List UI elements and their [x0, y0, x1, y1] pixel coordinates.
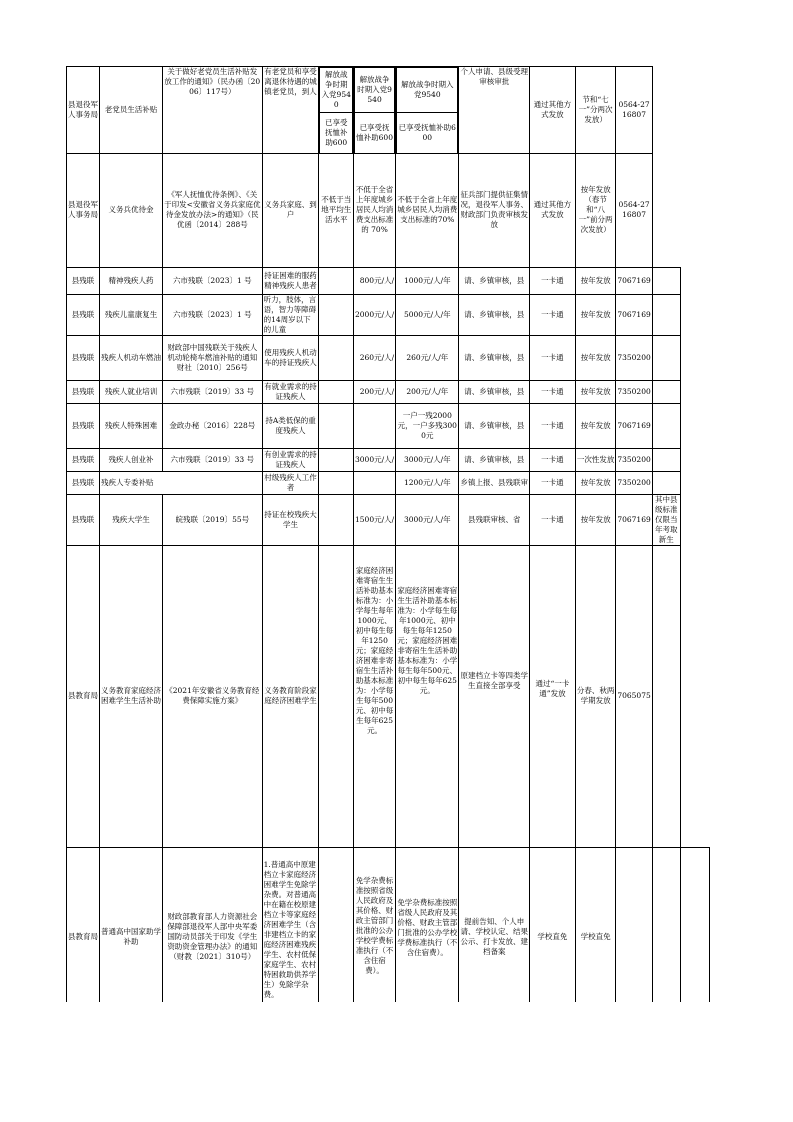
dept-cell: 县残联 — [67, 335, 100, 380]
table-row — [67, 267, 710, 294]
standard-a-cell — [319, 294, 354, 335]
process-cell: 提前告知、个人申请、学校认定、结果公示、打卡发放、建档备案 — [459, 847, 530, 1002]
phone-cell: 7350200 — [616, 335, 652, 380]
time-cell: 按年发放 — [575, 380, 616, 403]
item-name-cell: 精神残疾人药 — [100, 267, 163, 294]
standard-a-cell: 不低于当地平均生活水平 — [319, 153, 354, 267]
method-cell: 一卡通 — [529, 335, 575, 380]
method-cell: 一卡通 — [529, 267, 575, 294]
dept-cell: 县退役军人事务局 — [67, 67, 100, 154]
time-cell: 节和“七一”分两次发放） — [575, 67, 616, 154]
policy-cell: 金政办秘〔2016〕228号 — [163, 403, 263, 448]
note-cell — [652, 545, 680, 847]
phone-cell: 7067169 — [616, 294, 652, 335]
standard-c-cell: 5000元/人/年 — [396, 294, 459, 335]
standard-c-cell: 260元/人/年 — [396, 335, 459, 380]
note-cell — [652, 380, 680, 403]
standard-c-cell: 200元/人/年 — [396, 380, 459, 403]
method-cell: 一卡通 — [529, 294, 575, 335]
target-cell: 义务兵家庭、到户 — [262, 153, 319, 267]
process-cell: 请、乡镇审核，县 — [459, 403, 530, 448]
standard-a-cell — [319, 545, 354, 847]
phone-cell: 7067169 — [616, 403, 652, 448]
time-cell: 按年发放 — [575, 294, 616, 335]
standard-a-cell — [319, 448, 354, 471]
standard-a-cell — [319, 847, 354, 1002]
standard-b-cell — [354, 67, 396, 154]
method-cell: 一卡通 — [529, 494, 575, 545]
table-row — [67, 448, 710, 471]
time-cell: 按年发放 — [575, 403, 616, 448]
standard-c-cell: 1200元/人/年 — [396, 471, 459, 494]
standard-b-cell: 1500元/人/ — [354, 494, 396, 545]
note-cell: 其中县级标准仅限当年考取新生 — [652, 494, 680, 545]
target-cell: 有创业需求的持证残疾人 — [262, 448, 319, 471]
dept-cell: 县教育局 — [67, 847, 100, 1002]
process-cell: 乡镇上报、县残联审 — [459, 471, 530, 494]
method-cell: 一卡通 — [529, 380, 575, 403]
method-cell: 通过“一卡通”发放 — [529, 545, 575, 847]
phone-cell: 7350200 — [616, 471, 652, 494]
process-cell: 个人申请、县级受理审核审批 — [459, 67, 530, 154]
table-row — [67, 471, 710, 494]
standard-a-cell — [319, 267, 354, 294]
method-cell: 一卡通 — [529, 403, 575, 448]
table-row — [67, 335, 710, 380]
table-row — [67, 67, 710, 154]
method-cell: 一卡通 — [529, 471, 575, 494]
standard-b-top: 解放战争时期入党9540 — [355, 68, 395, 113]
standard-a-cell — [319, 494, 354, 545]
time-cell: 学校直免 — [575, 847, 616, 1002]
process-cell: 原建档立卡等四类学生直接全部享受 — [459, 545, 530, 847]
time-cell: 按年发放 — [575, 267, 616, 294]
table-row — [67, 153, 710, 267]
item-name-cell: 残疾人机动车燃油 — [100, 335, 163, 380]
subsidy-table — [66, 66, 710, 1002]
time-cell: 按年发放（春节和“八一”前分两次发放） — [575, 153, 616, 267]
process-cell: 请、乡镇审核，县 — [459, 380, 530, 403]
policy-cell: 六市残联〔2019〕33 号 — [163, 448, 263, 471]
table-row — [67, 494, 710, 545]
standard-b-cell — [354, 471, 396, 494]
item-name-cell: 老党员生活补贴 — [100, 67, 163, 154]
phone-cell — [616, 847, 652, 1002]
standard-a-cell — [319, 403, 354, 448]
standard-c-cell: 3000元/人/年 — [396, 448, 459, 471]
note-cell — [652, 403, 680, 448]
standard-b-bottom: 已享受抚恤补助600 — [355, 113, 395, 153]
process-cell: 请、乡镇审核，县 — [459, 448, 530, 471]
policy-cell: 六市残联〔2023〕1 号 — [163, 294, 263, 335]
table-row — [67, 847, 710, 1002]
time-cell: 一次性发放 — [575, 448, 616, 471]
policy-cell: 《2021年安徽省义务教育经费保障实施方案》 — [163, 545, 263, 847]
note-cell — [652, 847, 680, 1002]
dept-cell: 县教育局 — [67, 545, 100, 847]
method-cell: 通过其他方式发放 — [529, 153, 575, 267]
phone-cell: 7067169 — [616, 267, 652, 294]
target-cell: 有就业需求的持证残疾人 — [262, 380, 319, 403]
standard-b-cell: 260元/人/ — [354, 335, 396, 380]
policy-cell: 关于做好老党员生活补贴发放工作的通知》（民办函〔2006〕117号） — [163, 67, 263, 154]
target-cell: 持证在校残疾大学生 — [262, 494, 319, 545]
standard-b-cell: 200元/人/ — [354, 380, 396, 403]
dept-cell: 县残联 — [67, 267, 100, 294]
policy-cell: 《军人抚恤优待条例》、《关于印发<安徽省义务兵家庭优待金发放办法>的通知》（民优函〔2014〕288号 — [163, 153, 263, 267]
standard-a-top: 解放战争时期入党9540 — [320, 68, 353, 113]
standard-c-cell: 家庭经济困难寄宿生生活补助基本标准为：小学每生每年1000元、初中每生每年1250元；家庭经济困难非寄宿生生活补助基本标准为：小学每生每年500元、初中每生每年625元。 — [396, 545, 459, 847]
phone-cell: 7350200 — [616, 380, 652, 403]
standard-c-bottom: 已享受抚恤补助600 — [397, 113, 458, 153]
standard-a-cell — [319, 67, 354, 154]
time-cell: 按年发放 — [575, 335, 616, 380]
time-cell: 分春、秋两学期发放 — [575, 545, 616, 847]
table-row — [67, 545, 710, 847]
standard-b-cell: 2000元/人/ — [354, 294, 396, 335]
target-cell: 持证困难的服药精神残疾人患者 — [262, 267, 319, 294]
phone-cell: 7067169 — [616, 494, 652, 545]
item-name-cell: 残疾人创业补 — [100, 448, 163, 471]
policy-cell: 皖残联〔2019〕55号 — [163, 494, 263, 545]
subsidy-table-page — [66, 66, 710, 1002]
time-cell: 按年发放 — [575, 494, 616, 545]
target-cell: 村级残疾人工作者 — [262, 471, 319, 494]
time-cell: 按年发放 — [575, 471, 616, 494]
target-cell: 义务教育阶段家庭经济困难学生 — [262, 545, 319, 847]
dept-cell: 县残联 — [67, 494, 100, 545]
item-name-cell: 残疾人就业培训 — [100, 380, 163, 403]
item-name-cell: 残疾人特殊困难 — [100, 403, 163, 448]
item-name-cell: 普通高中国家助学补助 — [100, 847, 163, 1002]
standard-c-cell: 3000元/人/年 — [396, 494, 459, 545]
standard-c-cell: 一户一残2000元，一户多残3000元 — [396, 403, 459, 448]
standard-c-cell: 1000元/人/年 — [396, 267, 459, 294]
standard-c-cell: 不低于全省上年度城乡居民人均消费支出标准的70% — [396, 153, 459, 267]
policy-cell: 财政部教育部人力资源社会保障部退役军人部中央军委国防动员部关于印发《学生资助资金管理办法》的通知（财教〔2021〕310号） — [163, 847, 263, 1002]
table-row — [67, 403, 710, 448]
dept-cell: 县残联 — [67, 471, 100, 494]
table-row — [67, 380, 710, 403]
policy-cell: 六市残联〔2023〕1 号 — [163, 267, 263, 294]
standard-c-cell — [396, 67, 459, 154]
note-cell — [652, 267, 680, 294]
item-name-cell: 残疾大学生 — [100, 494, 163, 545]
phone-cell: 0564-2716807 — [616, 67, 652, 154]
process-cell: 请、乡镇审核，县 — [459, 335, 530, 380]
standard-a-bottom: 已享受抚恤补助600 — [320, 113, 353, 153]
standard-c-top: 解放战争时期入党9540 — [397, 68, 458, 113]
standard-b-cell: 免学杂费标准按照省级人民政府及其价格、财政主管部门批准的公办学校学费标准执行（不含住宿费）。 — [354, 847, 396, 1002]
target-cell: 听力，肢体，言语，智力等障碍的14周岁以下的儿童 — [262, 294, 319, 335]
dept-cell: 县残联 — [67, 380, 100, 403]
dept-cell: 县残联 — [67, 403, 100, 448]
phone-cell: 0564-2716807 — [616, 153, 652, 267]
item-name-cell: 残疾儿童康复生 — [100, 294, 163, 335]
standard-a-cell — [319, 335, 354, 380]
table-row — [67, 294, 710, 335]
standard-b-cell: 800元/人/ — [354, 267, 396, 294]
standard-a-cell — [319, 471, 354, 494]
standard-b-cell: 3000元/人/ — [354, 448, 396, 471]
note-cell — [652, 67, 680, 154]
target-cell: 1.普通高中原建档立卡家庭经济困难学生免除学杂费。对普通高中在籍在校原建档立卡等家庭经济困难学生（含非建档立卡的家庭经济困难残疾学生、农村低保家庭学生、农村特困救助供养学生）免除学杂费。 — [262, 847, 319, 1002]
standard-a-cell — [319, 380, 354, 403]
method-cell: 学校直免 — [529, 847, 575, 1002]
phone-cell: 7350200 — [616, 448, 652, 471]
item-name-cell: 残疾人专委补贴 — [100, 471, 263, 494]
dept-cell: 县残联 — [67, 294, 100, 335]
phone-cell: 7065075 — [616, 545, 652, 847]
method-cell: 通过其他方式发放 — [529, 67, 575, 154]
process-cell: 请、乡镇审核，县 — [459, 294, 530, 335]
standard-b-cell: 不低于全省上年度城乡居民人均消费支出标准的 70% — [354, 153, 396, 267]
target-cell: 有老党员和享受离退休待遇的城镇老党员，到人 — [262, 67, 319, 154]
process-cell: 县残联审核、省 — [459, 494, 530, 545]
note-cell — [652, 335, 680, 380]
standard-b-cell — [354, 403, 396, 448]
dept-cell: 县退役军人事务局 — [67, 153, 100, 267]
target-cell: 持A类低保的重度残疾人 — [262, 403, 319, 448]
standard-c-cell: 免学杂费标准按照省级人民政府及其价格、财政主管部门批准的公办学校学费标准执行（不含住宿费）。 — [396, 847, 459, 1002]
dept-cell: 县残联 — [67, 448, 100, 471]
note-cell — [652, 471, 680, 494]
note-cell — [652, 294, 680, 335]
process-cell: 征兵部门提供征集情况，退役军人事务、财政部门负责审核发放 — [459, 153, 530, 267]
item-name-cell: 义务兵优待金 — [100, 153, 163, 267]
policy-cell: 六市残联〔2019〕33 号 — [163, 380, 263, 403]
target-cell: 使用残疾人机动车的持证残疾人 — [262, 335, 319, 380]
process-cell: 请、乡镇审核，县 — [459, 267, 530, 294]
standard-b-cell: 家庭经济困难寄宿生生活补助基本标准为：小学每生每年1000元、初中每生每年1250元；家庭经济困难非寄宿生生活补助基本标准为：小学每生每年500元、初中每生每年625元。 — [354, 545, 396, 847]
note-cell — [652, 448, 680, 471]
item-name-cell: 义务教育家庭经济困难学生生活补助 — [100, 545, 163, 847]
policy-cell: 财政部中国残联关于残疾人机动轮椅车燃油补贴的通知财社〔2010〕256号 — [163, 335, 263, 380]
method-cell: 一卡通 — [529, 448, 575, 471]
